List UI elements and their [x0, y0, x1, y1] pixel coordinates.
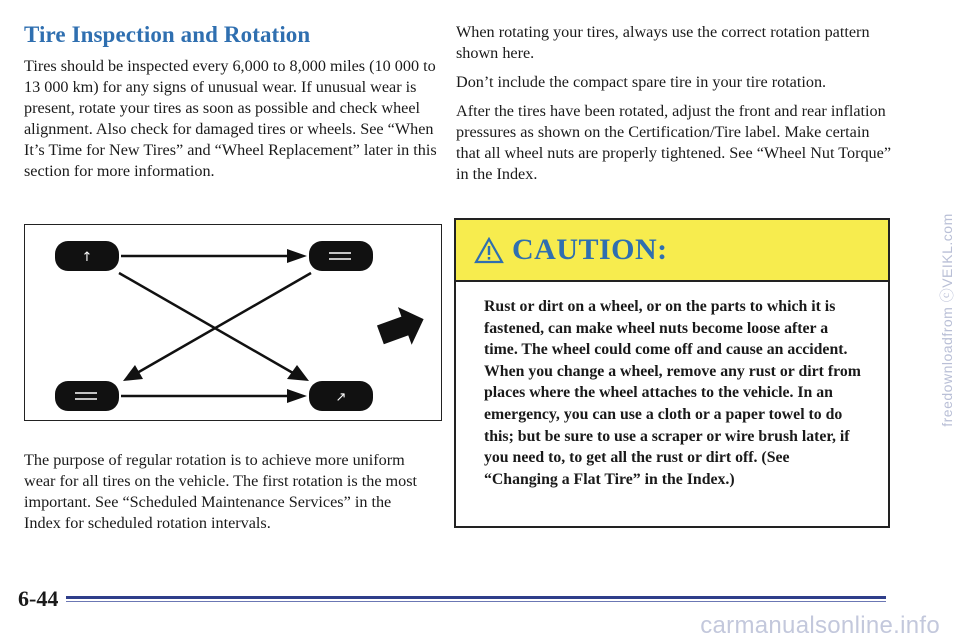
front-right-tire-icon — [309, 241, 373, 271]
rotation-pattern-svg — [25, 225, 440, 419]
left-column — [24, 22, 449, 190]
inflation-paragraph: After the tires have been rotated, adjust the front and rear inflation pressures as shown on the Certification/Tire label. Make certain that all wheel nuts are properly tightened. See “Wheel Nut Torque” in the Index. — [456, 102, 892, 183]
front-left-tire-icon — [55, 241, 119, 271]
svg-text:↑: ↑ — [81, 250, 93, 265]
rear-left-tire-icon — [55, 381, 119, 411]
side-watermark-text: freedownloadfrom ⓒVEIKL.com — [939, 213, 955, 427]
footer-rule-thin — [66, 601, 886, 602]
rear-arrow-icon — [121, 389, 307, 403]
caution-box — [454, 218, 890, 528]
svg-text:↗: ↗ — [335, 390, 347, 405]
section-title: Tire Inspection and Rotation — [24, 22, 311, 47]
caution-title: CAUTION: — [512, 233, 668, 266]
warning-triangle-icon — [474, 237, 504, 264]
diagonal-arrow-icon — [123, 273, 311, 381]
page-number: 6-44 — [18, 586, 59, 611]
footer-rule — [66, 596, 886, 599]
front-arrow-icon — [121, 249, 307, 263]
left-bottom-column — [24, 450, 424, 542]
inspection-paragraph: Tires should be inspected every 6,000 to 8,000 miles (10 000 to 13 000 km) for any signs of unusual wear. If unusual wear is present, rotate your tires as soon as possible and check wheel alignment. Also check for damaged tires or wheels. See “When It’s Time for New Tires” and “Wheel Replacement” later in this section for more information. — [24, 57, 437, 180]
caution-header — [456, 220, 888, 282]
caution-text: Rust or dirt on a wheel, or on the parts to which it is fastened, can make wheel nuts become loose after a time. The wheel could come off and cause an accident. When you change a wheel, remove any rust or dirt from places where the wheel attaches to the vehicle. In an emergency, you can use a cloth or a paper towel to do this; but be sure to use a scraper or wire brush later, if you need to, to get all the rust or dirt off. (See “Changing a Flat Tire” in the Index.) — [484, 298, 861, 488]
forward-direction-arrow-icon — [374, 300, 431, 353]
bottom-watermark: carmanualsonline.info — [700, 612, 940, 639]
rotation-purpose-paragraph: The purpose of regular rotation is to achieve more uniform wear for all tires on the vehicle. The first rotation is the most important. See “Scheduled Maintenance Services” in the Index for scheduled rotation intervals. — [24, 451, 418, 532]
side-watermark — [936, 40, 958, 600]
spare-tire-paragraph: Don’t include the compact spare tire in your tire rotation. — [456, 73, 827, 91]
tire-rotation-diagram — [24, 224, 442, 421]
rotation-pattern-paragraph: When rotating your tires, always use the correct rotation pattern shown here. — [456, 23, 870, 62]
right-column — [456, 22, 896, 193]
rear-right-tire-icon — [309, 381, 373, 411]
